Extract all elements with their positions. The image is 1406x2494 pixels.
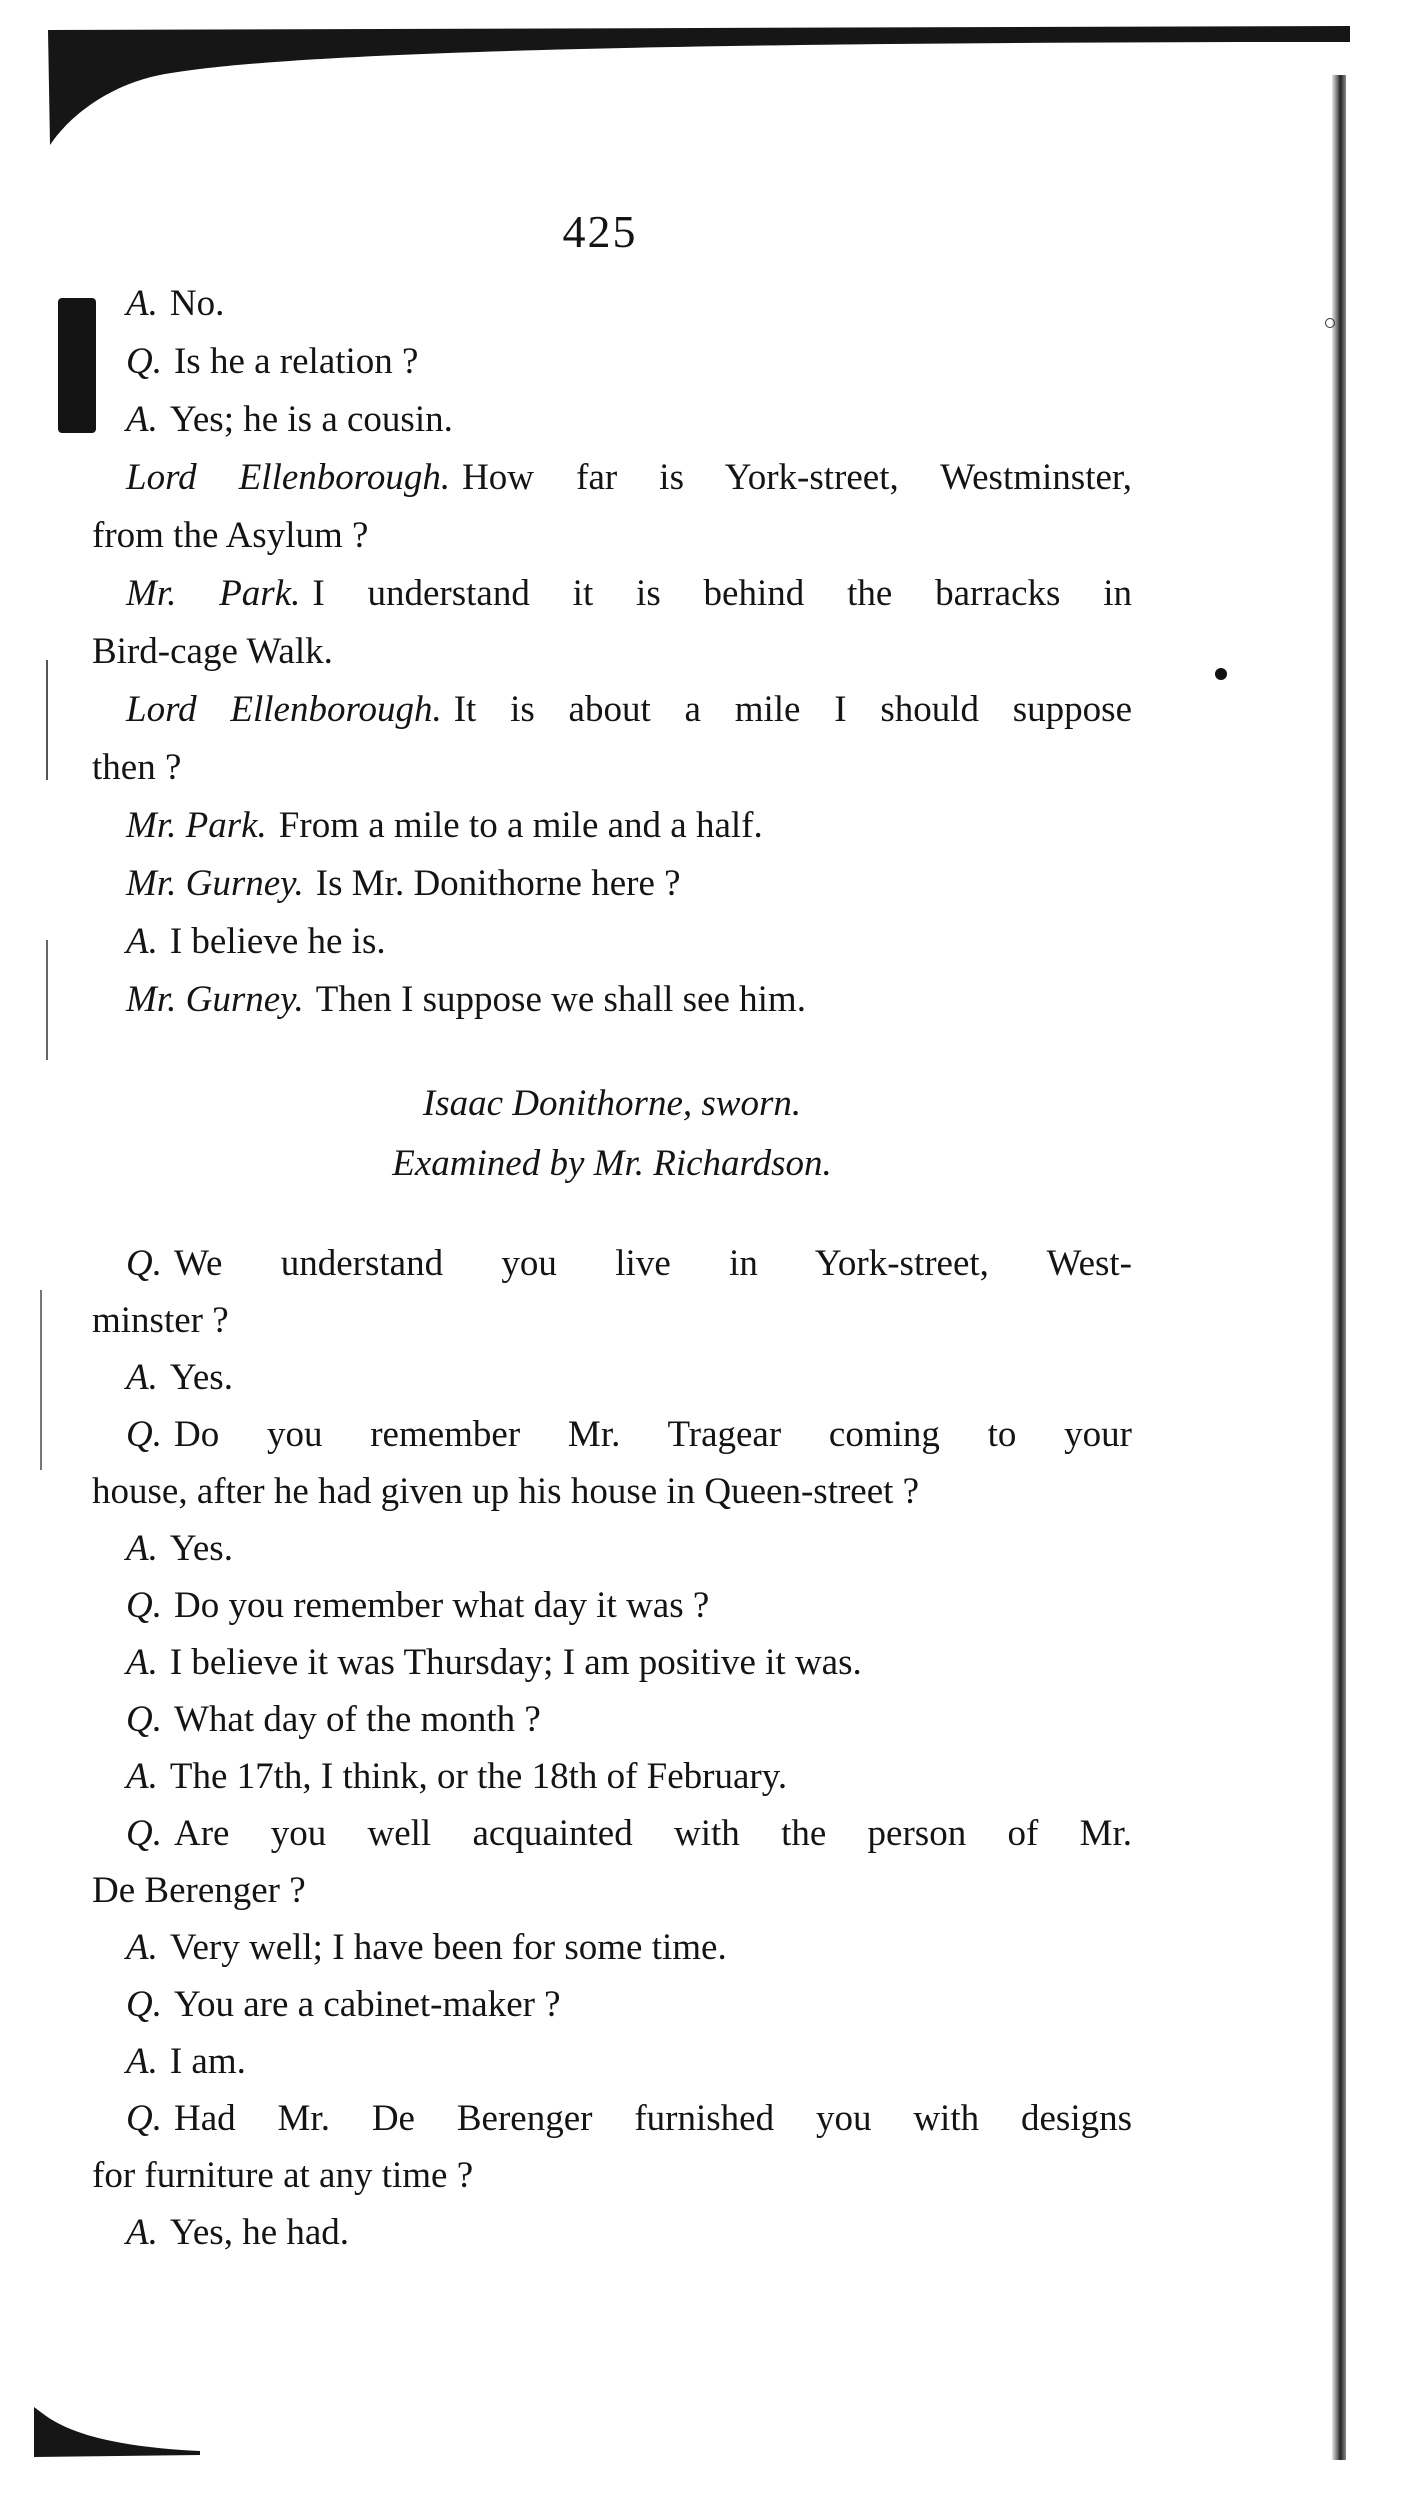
- speaker-label: A.: [126, 2041, 158, 2082]
- speaker-label: Q.: [126, 1585, 162, 1626]
- line-text: What day of the month ?: [173, 1699, 541, 1740]
- colloquy-line: [92, 920, 1132, 964]
- colloquy-line: [92, 688, 1132, 732]
- colloquy-line: [92, 978, 1132, 1022]
- line-text: Yes, he had.: [169, 2212, 350, 2253]
- answer-line: [92, 1356, 1132, 1400]
- speaker-label: A.: [126, 1756, 158, 1797]
- speaker-label: A.: [126, 399, 158, 440]
- left-binding-mark: [58, 298, 96, 433]
- answer-line: [92, 1926, 1132, 1970]
- left-margin-line: [46, 660, 48, 780]
- answer-line: [92, 282, 1132, 326]
- ink-speck: [1325, 318, 1335, 328]
- line-text: The 17th, I think, or the 18th of February.: [169, 1756, 788, 1797]
- question-line: [92, 1584, 1132, 1628]
- answer-line: [92, 2040, 1132, 2084]
- line-text: Had Mr. De Berenger furnished you with designs: [173, 2098, 1132, 2139]
- line-text: It is about a mile I should suppose: [453, 689, 1132, 730]
- question-line: [92, 1242, 1132, 1286]
- question-line: [92, 1413, 1132, 1457]
- answer-line: [92, 2211, 1132, 2255]
- line-text: Do you remember Mr. Tragear coming to your: [173, 1414, 1132, 1455]
- line-text: Is he a relation ?: [173, 341, 419, 382]
- colloquy-line: [92, 862, 1132, 906]
- answer-line: [92, 1641, 1132, 1685]
- speaker-label: A.: [126, 2212, 158, 2253]
- question-line: [92, 2097, 1132, 2141]
- line-text: I believe he is.: [169, 921, 386, 962]
- question-line: [92, 340, 1132, 384]
- speaker-label: Q.: [126, 1699, 162, 1740]
- line-text: I believe it was Thursday; I am positive it was.: [169, 1642, 862, 1683]
- speaker-label: A.: [126, 921, 158, 962]
- line-text: I am.: [169, 2041, 246, 2082]
- line-text: I understand it is behind the barracks in: [312, 573, 1133, 614]
- ink-speck: [1215, 668, 1227, 680]
- answer-line: [92, 1755, 1132, 1799]
- line-text: How far is York-street, Westminster,: [462, 457, 1132, 498]
- answer-line: [92, 398, 1132, 442]
- line-text: Do you remember what day it was ?: [173, 1585, 710, 1626]
- line-text: You are a cabinet-maker ?: [173, 1984, 561, 2025]
- speaker-label: Lord Ellenborough.: [126, 689, 442, 730]
- colloquy-line: [92, 572, 1132, 616]
- line-text: Very well; I have been for some time.: [169, 1927, 727, 1968]
- left-margin-line: [46, 940, 48, 1060]
- speaker-label: A.: [126, 1357, 158, 1398]
- speaker-label: Q.: [126, 1414, 162, 1455]
- question-line: [92, 1698, 1132, 1742]
- continuation-line: Bird-cage Walk.: [92, 631, 333, 672]
- continuation-line: for furniture at any time ?: [92, 2155, 474, 2196]
- continuation-line: from the Asylum ?: [92, 515, 369, 556]
- left-margin-line: [40, 1290, 42, 1470]
- line-text: Is Mr. Donithorne here ?: [315, 863, 681, 904]
- speaker-label: Mr. Gurney.: [126, 863, 304, 904]
- line-text: Yes.: [169, 1528, 233, 1569]
- page-corner-bottom-left: [30, 2405, 210, 2475]
- speaker-label: Mr. Park.: [126, 805, 267, 846]
- line-text: Then I suppose we shall see him.: [315, 979, 806, 1020]
- page-number: 425: [562, 206, 638, 257]
- examined-heading: Examined by Mr. Richardson.: [392, 1143, 832, 1184]
- line-text: Yes; he is a cousin.: [169, 399, 453, 440]
- answer-line: [92, 1527, 1132, 1571]
- continuation-line: De Berenger ?: [92, 1870, 306, 1911]
- speaker-label: A.: [126, 1528, 158, 1569]
- continuation-line: house, after he had given up his house in Queen-street ?: [92, 1471, 920, 1512]
- speaker-label: Q.: [126, 1984, 162, 2025]
- continuation-line: minster ?: [92, 1300, 229, 1341]
- speaker-label: Mr. Gurney.: [126, 979, 304, 1020]
- colloquy-line: [92, 456, 1132, 500]
- line-text: Are you well acquainted with the person of Mr.: [173, 1813, 1132, 1854]
- line-text: We understand you live in York-street, West-: [173, 1243, 1132, 1284]
- page-corner-top-left: [40, 20, 1360, 150]
- speaker-label: Q.: [126, 1243, 162, 1284]
- speaker-label: Q.: [126, 341, 162, 382]
- speaker-label: A.: [126, 283, 158, 324]
- question-line: [92, 1983, 1132, 2027]
- speaker-label: A.: [126, 1642, 158, 1683]
- speaker-label: Lord Ellenborough.: [126, 457, 451, 498]
- line-text: Yes.: [169, 1357, 233, 1398]
- continuation-line: then ?: [92, 747, 182, 788]
- speaker-label: Q.: [126, 1813, 162, 1854]
- colloquy-line: [92, 804, 1132, 848]
- witness-heading: Isaac Donithorne, sworn.: [422, 1083, 802, 1124]
- speaker-label: Mr. Park.: [126, 573, 301, 614]
- line-text: From a mile to a mile and a half.: [278, 805, 763, 846]
- speaker-label: Q.: [126, 2098, 162, 2139]
- speaker-label: A.: [126, 1927, 158, 1968]
- line-text: No.: [169, 283, 225, 324]
- question-line: [92, 1812, 1132, 1856]
- right-page-edge: [1332, 75, 1346, 2460]
